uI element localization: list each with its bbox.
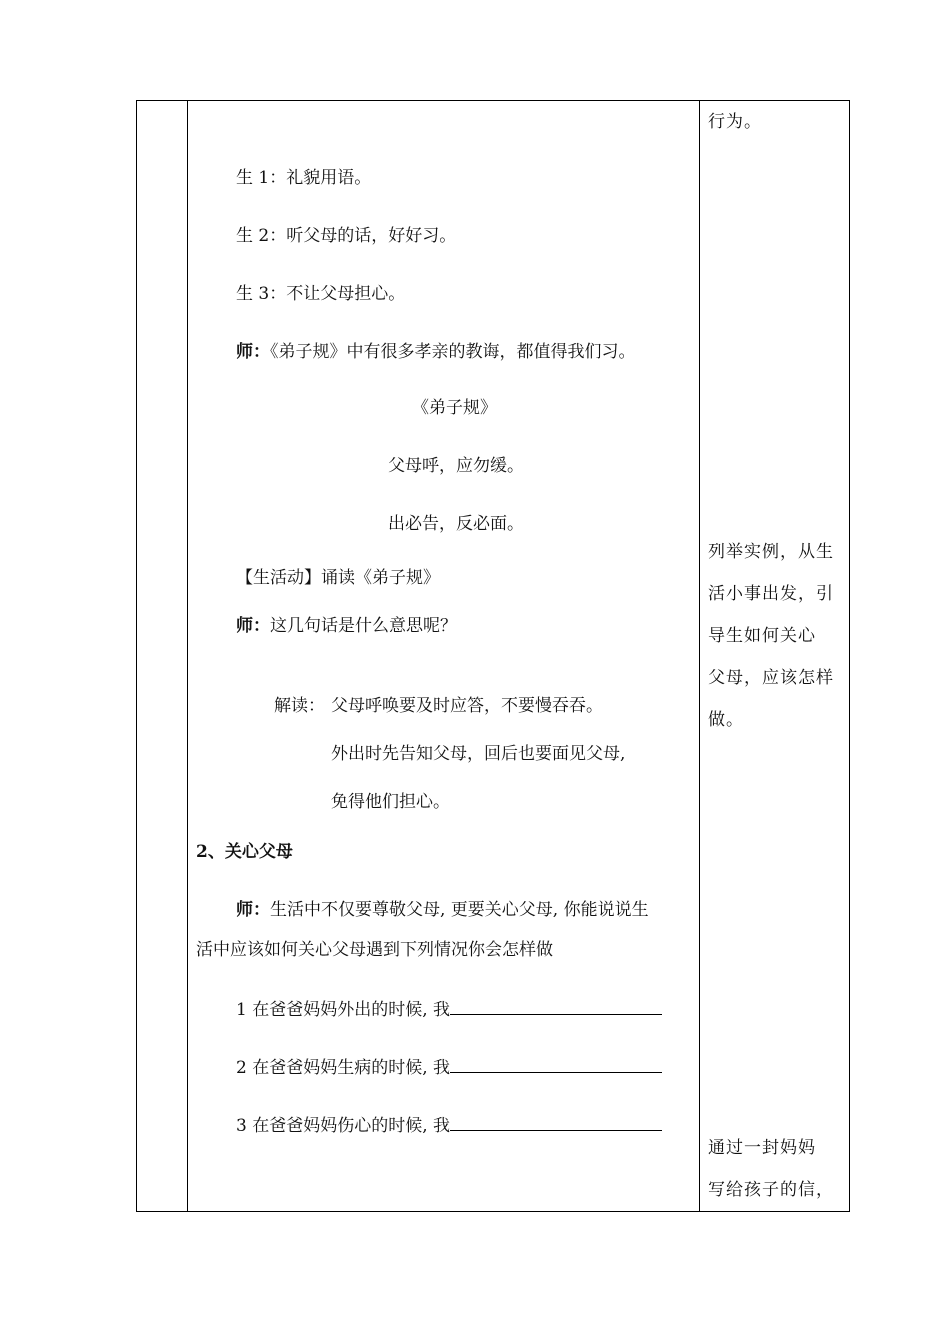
teacher-label: 师： [236,342,270,362]
note-bottom-1: 通过一封妈妈 [708,1138,816,1158]
student-answer-3: 生 3：不让父母担心。 [236,284,406,304]
fill-item-1 [236,998,662,1020]
teacher-label: 师： [236,900,270,920]
teacher-line-2 [236,616,457,636]
teacher-line-1 [236,342,636,362]
fill-item-3 [236,1114,662,1136]
note-bottom-2: 写给孩子的信， [708,1180,834,1200]
note-middle-1: 列举实例，从生 [708,542,834,562]
note-middle-5: 做。 [708,710,744,730]
explain-label: 解读： [274,696,325,716]
teacher-text-3b: 活中应该如何关心父母遇到下列情况你会怎样做 [196,940,553,960]
fill-item-1-text: 1 在爸爸妈妈外出的时候, 我 [236,1000,451,1020]
fill-blank-2[interactable] [450,1056,662,1073]
teacher-text-2: 这几句话是什么意思呢？ [270,616,457,636]
activity-line: 【生活动】诵读《弟子规》 [236,568,440,588]
explain-line-3: 免得他们担心。 [331,792,450,812]
fill-item-2 [236,1056,662,1078]
note-middle-4: 父母，应该怎样 [708,668,834,688]
column-divider-2 [699,101,700,1211]
note-middle-2: 活小事出发，引 [708,584,834,604]
student-answer-2: 生 2：听父母的话，好好习。 [236,226,457,246]
teacher-label: 师： [236,616,270,636]
fill-blank-1[interactable] [450,998,662,1015]
fill-item-2-text: 2 在爸爸妈妈生病的时候, 我 [236,1058,451,1078]
note-top: 行为。 [708,112,762,132]
lesson-table [136,100,850,1212]
fill-blank-3[interactable] [450,1114,662,1131]
column-divider-1 [187,101,188,1211]
poem-line-1: 父母呼，应勿缓。 [388,456,524,476]
student-answer-1: 生 1：礼貌用语。 [236,168,372,188]
teacher-text-1: 《弟子规》中有很多孝亲的教诲，都值得我们习。 [270,342,636,362]
explain-line-1: 父母呼唤要及时应答，不要慢吞吞。 [331,696,603,716]
fill-item-3-text: 3 在爸爸妈妈伤心的时候, 我 [236,1116,451,1136]
teacher-text-3a: 生活中不仅要尊敬父母, 更要关心父母, 你能说说生 [270,900,649,920]
section-2-title: 2、关心父母 [196,842,293,862]
poem-title: 《弟子规》 [412,398,497,418]
note-middle-3: 导生如何关心 [708,626,816,646]
poem-line-2: 出必告，反必面。 [388,514,524,534]
teacher-line-3 [236,900,649,920]
explain-line-2: 外出时先告知父母，回后也要面见父母, [331,744,626,764]
